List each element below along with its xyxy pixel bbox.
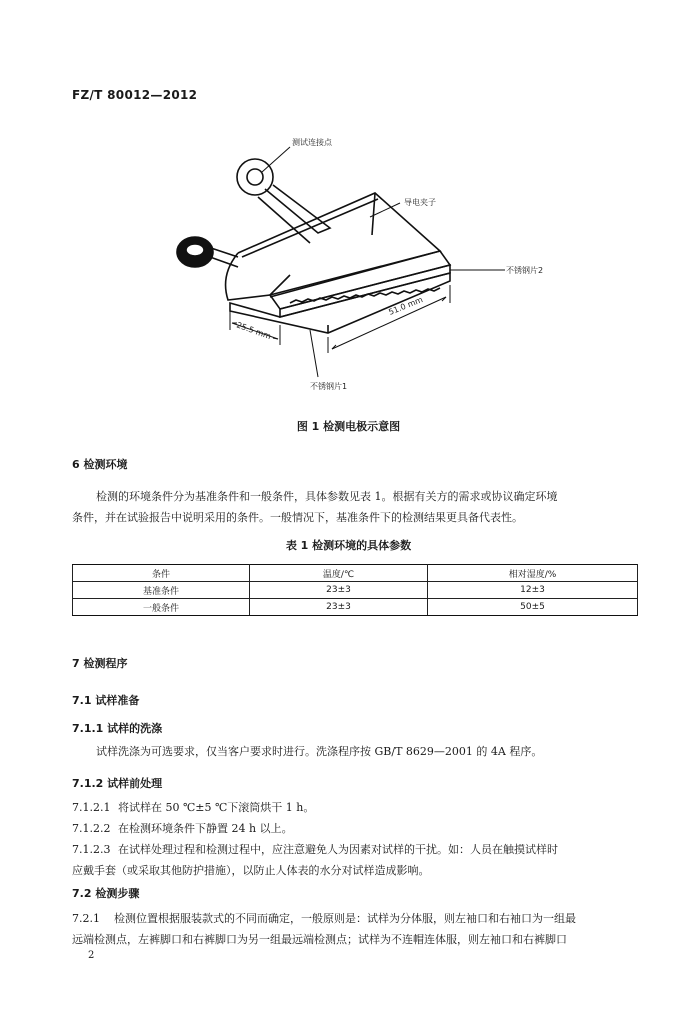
clause-text: 在试样处理过程和检测过程中，应注意避免人为因素对试样的干扰。如：人员在触摸试样时 xyxy=(118,843,558,856)
label-clip: 导电夹子 xyxy=(404,198,436,207)
table-cell: 12±3 xyxy=(428,582,638,599)
section-7-1-heading: 7.1 试样准备 xyxy=(72,694,140,707)
clause-7-2-1 xyxy=(72,908,576,929)
label-test-point: 测试连接点 xyxy=(292,138,332,147)
label-dim-width: 25.5 mm xyxy=(235,320,273,342)
section-7-heading: 7 检测程序 xyxy=(72,657,128,670)
electrode-diagram xyxy=(150,125,560,400)
clause-7-1-2-2 xyxy=(72,818,293,839)
clause-number: 7.2.1 xyxy=(72,912,100,925)
table-row xyxy=(73,599,638,616)
label-plate2: 不锈钢片2 xyxy=(506,266,544,275)
clause-number: 7.1.2.1 xyxy=(72,801,111,814)
table-cell: 一般条件 xyxy=(73,599,250,616)
label-plate1: 不锈钢片1 xyxy=(310,382,348,391)
table-cell: 23±3 xyxy=(250,582,428,599)
table-header-temperature: 温度/℃ xyxy=(250,565,428,582)
clip-handle-upper xyxy=(237,159,330,243)
page-number: 2 xyxy=(88,950,95,961)
clause-text: 在检测环境条件下静置 24 h 以上。 xyxy=(118,822,293,835)
section-7-1-1-text: 试样洗涤为可选要求，仅当客户要求时进行。洗涤程序按 GB/T 8629—2001 的 4A 程序。 xyxy=(96,745,543,758)
section-6-para-line2: 条件，并在试验报告中说明采用的条件。一般情况下，基准条件下的检测结果更具备代表性。 xyxy=(72,511,523,524)
label-dim-length: 51.0 mm xyxy=(387,295,425,317)
clause-text: 将试样在 50 ℃±5 ℃下滚筒烘干 1 h。 xyxy=(118,801,315,814)
table-cell: 50±5 xyxy=(428,599,638,616)
table-row xyxy=(73,582,638,599)
environment-table xyxy=(72,564,638,616)
table-header-condition: 条件 xyxy=(73,565,250,582)
section-6-para-line1: 检测的环境条件分为基准条件和一般条件，具体参数见表 1。根据有关方的需求或协议确定环境 xyxy=(96,490,558,503)
clause-number: 7.1.2.2 xyxy=(72,822,111,835)
table-cell: 基准条件 xyxy=(73,582,250,599)
section-7-2-heading: 7.2 检测步骤 xyxy=(72,887,140,900)
clip-handle-lower xyxy=(177,237,238,267)
table-header-humidity: 相对湿度/% xyxy=(428,565,638,582)
table-header-row xyxy=(73,565,638,582)
figure-caption: 图 1 检测电极示意图 xyxy=(296,420,401,433)
clause-7-1-2-1 xyxy=(72,797,314,818)
section-7-1-2-heading: 7.1.2 试样前处理 xyxy=(72,777,163,790)
section-7-1-1-heading: 7.1.1 试样的洗涤 xyxy=(72,722,163,735)
standard-code: FZ/T 80012—2012 xyxy=(72,88,198,102)
table-caption: 表 1 检测环境的具体参数 xyxy=(285,539,412,552)
table-cell: 23±3 xyxy=(250,599,428,616)
section-6-heading: 6 检测环境 xyxy=(72,458,128,471)
clause-7-1-2-3 xyxy=(72,839,558,860)
clause-7-2-1-continued: 远端检测点，左裤脚口和右裤脚口为另一组最远端检测点；试样为不连帽连体服，则左袖口和右裤脚口 xyxy=(72,933,567,946)
clause-text: 检测位置根据服装款式的不同而确定，一般原则是：试样为分体服，则左袖口和右袖口为一组最 xyxy=(114,912,576,925)
leader-lines xyxy=(262,147,505,377)
clause-7-1-2-3-continued: 应戴手套（或采取其他防护措施），以防止人体表的水分对试样造成影响。 xyxy=(72,864,430,877)
clause-number: 7.1.2.3 xyxy=(72,843,111,856)
